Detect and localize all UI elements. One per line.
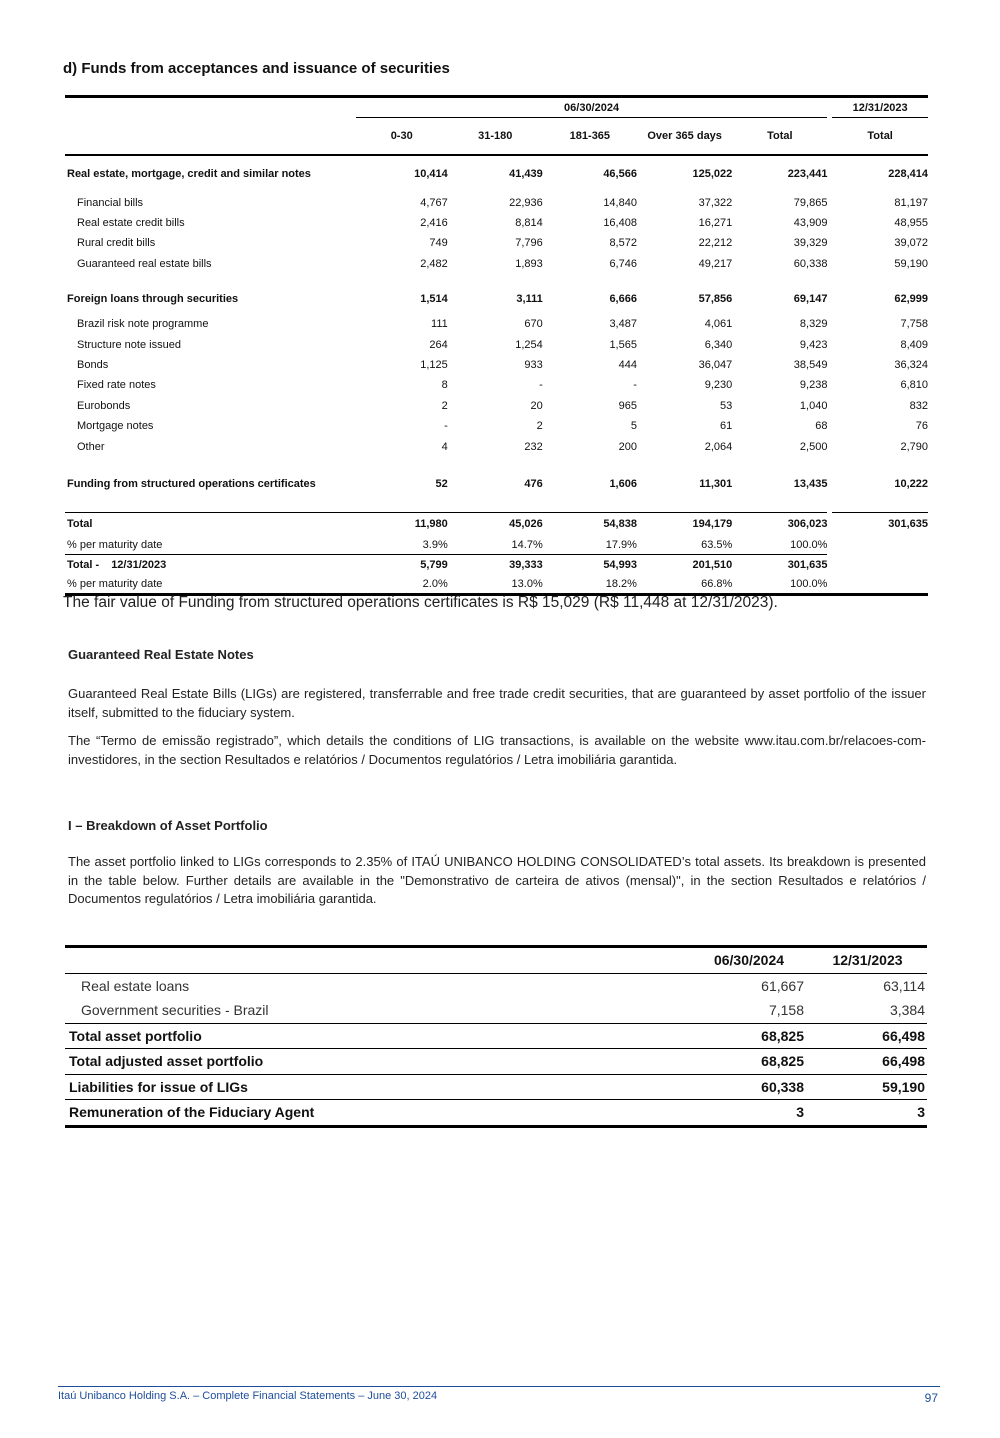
table-row [65,1049,927,1075]
guaranteed-paragraph-1: Guaranteed Real Estate Bills (LIGs) are registered, transferrable and free trade credit securities, that are guaranteed by asset portfolio of the issuer itself, submitted to the fiduciary system. [68,686,926,720]
value-cell: 8,814 [515,217,543,230]
value-cell: 5 [630,420,637,433]
value-cell: 100.0% [790,538,828,551]
value-cell: 3 [690,1100,806,1127]
total-row [65,513,928,535]
value-cell: 11,301 [699,477,733,490]
value-cell: 16,271 [698,217,733,230]
value-cell: 6,746 [609,257,637,270]
value-cell: 57,856 [698,293,733,306]
row-label: Financial bills [77,196,144,209]
value-cell: 59,190 [894,257,928,270]
row-label: Liabilities for issue of LIGs [65,1074,690,1100]
row-label: Remuneration of the Fiduciary Agent [65,1100,690,1127]
value-cell: 2,416 [420,217,448,230]
value-cell: 2,064 [704,440,733,453]
value-cell: 2,790 [900,440,928,453]
value-cell: 1,606 [609,477,637,490]
value-cell: 8,409 [900,338,928,351]
value-cell: 4,061 [704,318,733,331]
value-cell: 301,635 [732,555,827,575]
column-header: 06/30/2024 [690,947,806,974]
value-cell: 306,023 [732,513,827,535]
guaranteed-heading: Guaranteed Real Estate Notes [68,647,254,662]
value-cell: 60,338 [793,257,828,270]
table-row [65,1023,927,1049]
value-cell: 2 [536,420,543,433]
value-cell: 200 [618,440,637,453]
value-cell: 749 [429,237,448,250]
footer-divider [58,1386,940,1387]
value-cell: 68,825 [690,1023,806,1049]
column-header: Total [732,118,827,155]
item-row [65,436,928,456]
page-number: 97 [924,1391,938,1405]
spacer-row [65,274,928,284]
row-label: Brazil risk note programme [77,318,209,331]
value-cell: 53 [720,399,733,412]
value-cell: 41,439 [509,168,543,180]
value-cell: 2,482 [420,257,448,270]
value-cell: 66.8% [637,575,732,595]
value-cell: 10,414 [414,168,448,180]
row-label: Rural credit bills [77,237,156,250]
funds-table [65,95,928,596]
guaranteed-paragraph-2: The “Termo de emissão registrado”, which details the conditions of LIG transactions, is available on the website www.itau.com.br/relacoes-com-investidores, in the section Resultados e relatórios / Documentos regulatórios / Letra imobiliária garantida. [68,733,926,767]
value-cell: 36,047 [698,359,733,372]
value-cell: 3,487 [609,318,637,331]
value-cell: 10,222 [894,477,928,490]
value-cell: 228,414 [888,168,928,180]
value-cell: 52 [435,477,448,490]
column-header: Over 365 days [637,118,732,155]
column-header: 0-30 [356,118,448,155]
value-cell: 36,324 [894,359,928,372]
value-cell: 46,566 [603,168,637,180]
value-cell: 61,667 [761,977,804,994]
item-row [65,213,928,233]
row-label: Real estate, mortgage, credit and similar notes [67,168,311,180]
value-cell: 63.5% [701,538,733,551]
value-cell: 6,340 [704,338,733,351]
footer-text: Itaú Unibanco Holding S.A. – Complete Financial Statements – June 30, 2024 [58,1390,438,1402]
row-label: Other [77,440,105,453]
column-header: Total [832,118,928,155]
group-row [65,155,928,193]
value-cell: 7,796 [515,237,543,250]
value-cell: 54,838 [543,513,637,535]
value-cell: 76 [915,420,928,433]
total-prior-label: Total - [67,559,100,572]
value-cell [832,575,928,595]
value-cell: 7,158 [690,998,806,1023]
breakdown-heading: I – Breakdown of Asset Portfolio [68,818,268,833]
value-cell: 3,111 [516,293,543,306]
value-cell: 9,230 [704,379,733,392]
value-cell: 8,329 [799,318,828,331]
pct-prior-row [65,575,928,595]
value-cell: 17.9% [605,538,637,551]
value-cell: - [444,420,448,433]
value-cell: 125,022 [692,168,733,180]
value-cell: 5,799 [356,555,448,575]
value-cell: 13.0% [448,575,543,595]
total-prior-row [65,555,928,575]
value-cell: 3,384 [806,998,927,1023]
value-cell: 3 [806,1100,927,1127]
row-label: % per maturity date [67,538,163,551]
value-cell [832,535,928,555]
breakdown-paragraph: The asset portfolio linked to LIGs corresponds to 2.35% of ITAÚ UNIBANCO HOLDING CONSOLIDATED’s total assets. Its breakdown is presented in the table below. Further details are available in the "Demonstrativo de carteira de ativos (mensal)", in the section Resultados e relatórios / Documentos regulatórios / Letra imobiliária garantida. [68,854,926,906]
item-row [65,375,928,395]
value-cell: 49,217 [698,257,733,270]
value-cell: 20 [530,399,543,412]
value-cell: 4 [441,440,448,453]
table-row [65,1100,927,1127]
row-label [65,555,356,575]
table-cell [65,947,690,974]
header-row-period [65,97,928,118]
value-cell: 1,565 [609,338,637,351]
row-label: Real estate credit bills [77,217,185,230]
value-cell: 66,498 [806,1049,927,1075]
value-cell: 4,767 [420,196,448,209]
value-cell: 48,955 [894,217,928,230]
fair-value-note: The fair value of Funding from structured operations certificates is R$ 15,029 (R$ 11,448 at 12/31/2023). [63,594,778,611]
column-header: 181-365 [543,118,637,155]
value-cell: 2,500 [799,440,828,453]
row-label: Government securities - Brazil [65,998,690,1023]
value-cell: 194,179 [637,513,732,535]
header-row-columns [65,118,928,155]
value-cell: 6,666 [609,293,637,306]
value-cell: 2 [441,399,448,412]
value-cell: 66,498 [806,1023,927,1049]
item-row [65,193,928,213]
value-cell: 60,338 [690,1074,806,1100]
value-cell: 62,999 [894,293,928,306]
row-label: Real estate loans [81,977,190,994]
value-cell: 54,993 [543,555,637,575]
value-cell: 14.7% [511,538,543,551]
value-cell: 6,810 [900,379,928,392]
value-cell: 100.0% [732,575,827,595]
value-cell: 61 [720,420,733,433]
value-cell: 37,322 [698,196,733,209]
value-cell: 3.9% [422,538,448,551]
row-label: Structure note issued [77,338,181,351]
table-cell [65,118,356,155]
row-label: % per maturity date [65,575,356,595]
value-cell: 63,114 [883,977,925,994]
item-row [65,254,928,274]
group-row [65,465,928,503]
value-cell: 111 [431,318,448,331]
pct-row [65,535,928,555]
value-cell [832,555,928,575]
table-row [65,973,927,998]
value-cell: - [633,379,637,392]
value-cell: 22,936 [509,196,543,209]
value-cell: 39,333 [448,555,543,575]
asset-portfolio-table [65,945,927,1128]
value-cell: 22,212 [698,237,733,250]
value-cell: 43,909 [793,217,828,230]
item-row [65,396,928,416]
value-cell: 7,758 [900,318,928,331]
item-row [65,334,928,354]
value-cell: 8 [441,379,448,392]
value-cell: 81,197 [894,196,928,209]
row-label: Bonds [77,359,109,372]
value-cell: 1,893 [515,257,543,270]
value-cell: 9,238 [799,379,828,392]
value-cell: 68 [815,420,828,433]
value-cell: 264 [429,338,448,351]
value-cell: 39,072 [894,237,928,250]
row-label: Total [65,513,356,535]
item-row [65,233,928,253]
value-cell: 832 [909,399,928,412]
value-cell: 223,441 [787,168,828,180]
spacer-row [65,457,928,465]
table-row [65,998,927,1023]
item-row [65,314,928,334]
column-header: 12/31/2023 [806,947,927,974]
item-row [65,416,928,436]
row-label: Fixed rate notes [77,379,156,392]
value-cell: 79,865 [793,196,828,209]
value-cell: 965 [618,399,637,412]
value-cell: 1,040 [799,399,828,412]
value-cell: 1,125 [420,359,448,372]
period-prior-header: 12/31/2023 [832,97,928,118]
value-cell: 476 [524,477,543,490]
value-cell: 45,026 [448,513,543,535]
value-cell: 1,254 [515,338,543,351]
value-cell: - [539,379,543,392]
header-row [65,947,927,974]
row-label: Total asset portfolio [65,1023,690,1049]
column-header: 31-180 [448,118,543,155]
row-label: Foreign loans through securities [67,293,239,306]
value-cell: 1,514 [420,293,448,306]
value-cell: 39,329 [793,237,828,250]
table-row [65,1074,927,1100]
row-label: Guaranteed real estate bills [77,257,212,270]
value-cell: 2.0% [356,575,448,595]
table-cell [65,97,356,118]
value-cell: 232 [524,440,543,453]
value-cell: 68,825 [690,1049,806,1075]
value-cell: 9,423 [799,338,828,351]
value-cell: 201,510 [637,555,732,575]
value-cell: 69,147 [793,293,828,306]
total-prior-date: 12/31/2023 [111,559,167,572]
spacer-row [65,503,928,513]
value-cell: 8,572 [609,237,637,250]
value-cell: 933 [524,359,543,372]
item-row [65,355,928,375]
row-label: Funding from structured operations certificates [67,477,316,490]
value-cell: 13,435 [793,477,828,490]
period-current-header: 06/30/2024 [356,97,828,118]
value-cell: 59,190 [806,1074,927,1100]
row-label: Mortgage notes [77,420,154,433]
value-cell: 14,840 [603,196,637,209]
row-label: Eurobonds [77,399,131,412]
value-cell: 670 [524,318,543,331]
value-cell: 301,635 [832,513,928,535]
value-cell: 18.2% [543,575,637,595]
value-cell: 38,549 [793,359,828,372]
section-title: d) Funds from acceptances and issuance of securities [63,60,450,77]
value-cell: 11,980 [356,513,448,535]
row-label: Total adjusted asset portfolio [65,1049,690,1075]
group-row [65,284,928,314]
value-cell: 444 [618,359,637,372]
value-cell: 16,408 [603,217,637,230]
